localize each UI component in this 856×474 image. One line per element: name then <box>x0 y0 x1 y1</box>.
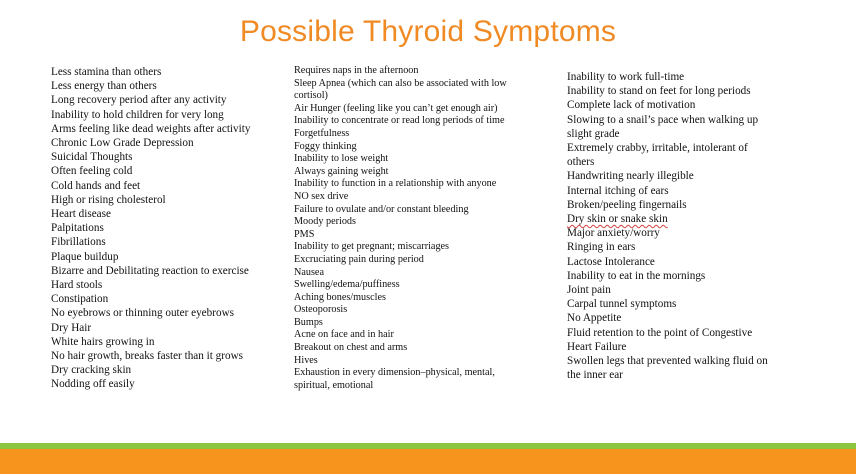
list-item: Constipation <box>51 293 109 306</box>
list-item: NO sex drive <box>294 190 349 202</box>
list-item: Joint pain <box>567 284 611 297</box>
list-item: Exhaustion in every dimension–physical, mental, spiritual, emotional <box>294 367 495 391</box>
list-item: Air Hunger (feeling like you can’t get enough air) <box>294 102 498 114</box>
list-item: Inability to stand on feet for long periods <box>567 85 751 98</box>
list-item: Plaque buildup <box>51 250 119 263</box>
list-item: Chronic Low Grade Depression <box>51 137 194 150</box>
list-item: Swelling/edema/puffiness <box>294 279 400 291</box>
list-item: Hard stools <box>51 279 103 292</box>
list-item: Ringing in ears <box>567 241 636 254</box>
slide-title: Possible Thyroid Symptoms <box>239 15 617 48</box>
list-item: Heart disease <box>51 208 111 221</box>
list-item: Handwriting nearly illegible <box>567 170 694 183</box>
list-item: Complete lack of motivation <box>567 99 696 112</box>
list-item: PMS <box>294 228 315 240</box>
list-item: Inability to concentrate or read long periods of time <box>294 115 505 127</box>
list-item: Arms feeling like dead weights after activity <box>51 122 251 135</box>
list-item: Dry Hair <box>51 321 92 334</box>
list-item: No hair growth, breaks faster than it grows <box>51 350 244 363</box>
list-item: Aching bones/muscles <box>294 291 386 303</box>
list-item: No eyebrows or thinning outer eyebrows <box>51 307 234 320</box>
list-item: Broken/peeling fingernails <box>567 198 687 211</box>
list-item: Inability to lose weight <box>294 153 389 165</box>
list-item: Major anxiety/worry <box>567 227 660 240</box>
symptom-list-middle <box>294 65 514 392</box>
list-item: Palpitations <box>51 222 104 235</box>
list-item: Inability to eat in the mornings <box>567 269 706 282</box>
list-item: Inability to hold children for very long <box>51 108 224 121</box>
symptom-list-left <box>51 65 283 392</box>
list-item: Long recovery period after any activity <box>51 94 227 107</box>
footer-band-orange <box>0 449 856 474</box>
list-item: Slowing to a snail’s pace when walking up slight grade <box>567 113 759 140</box>
list-item: Carpal tunnel symptoms <box>567 298 677 311</box>
list-item: Cold hands and feet <box>51 179 141 192</box>
list-item: Dry skin or snake skin <box>567 213 668 226</box>
list-item: Inability to function in a relationship with anyone <box>294 178 497 190</box>
list-item: Inability to get pregnant; miscarriages <box>294 241 450 253</box>
list-item: Less energy than others <box>51 80 157 93</box>
list-item: Lactose Intolerance <box>567 255 655 268</box>
list-item: Moody periods <box>294 216 356 228</box>
list-item: Foggy thinking <box>294 140 357 152</box>
list-item: Requires naps in the afternoon <box>294 65 419 76</box>
list-item: Always gaining weight <box>294 165 389 177</box>
list-item: No Appetite <box>567 312 622 325</box>
list-item: Acne on face and in hair <box>294 329 394 341</box>
list-item: Nodding off easily <box>51 378 135 391</box>
list-item: Inability to work full-time <box>567 71 685 83</box>
list-item: Suicidal Thoughts <box>51 151 133 164</box>
list-item: Nausea <box>294 266 324 278</box>
list-item: Forgetfulness <box>294 127 350 139</box>
list-item: Breakout on chest and arms <box>294 342 408 354</box>
list-item: Bizarre and Debilitating reaction to exercise <box>51 264 249 277</box>
list-item: Failure to ovulate and/or constant bleeding <box>294 203 469 215</box>
list-item: Extremely crabby, irritable, intolerant of others <box>567 142 748 169</box>
list-item: Less stamina than others <box>51 66 162 78</box>
list-item: Swollen legs that prevented walking fluid on the inner ear <box>567 355 768 382</box>
symptom-list-right <box>567 70 772 382</box>
list-item: Fluid retention to the point of Congestive Heart Failure <box>567 326 753 353</box>
list-item: High or rising cholesterol <box>51 193 166 206</box>
list-item: Internal itching of ears <box>567 184 669 197</box>
list-item: Hives <box>294 354 318 366</box>
list-item: Osteoporosis <box>294 304 348 316</box>
list-item: Bumps <box>294 316 323 328</box>
list-item: White hairs growing in <box>51 335 155 348</box>
list-item: Often feeling cold <box>51 165 133 178</box>
list-item: Excruciating pain during period <box>294 253 424 265</box>
list-item: Sleep Apnea (which can also be associated with low cortisol) <box>294 77 507 102</box>
list-item: Fibrillations <box>51 236 106 249</box>
list-item: Dry cracking skin <box>51 364 132 377</box>
